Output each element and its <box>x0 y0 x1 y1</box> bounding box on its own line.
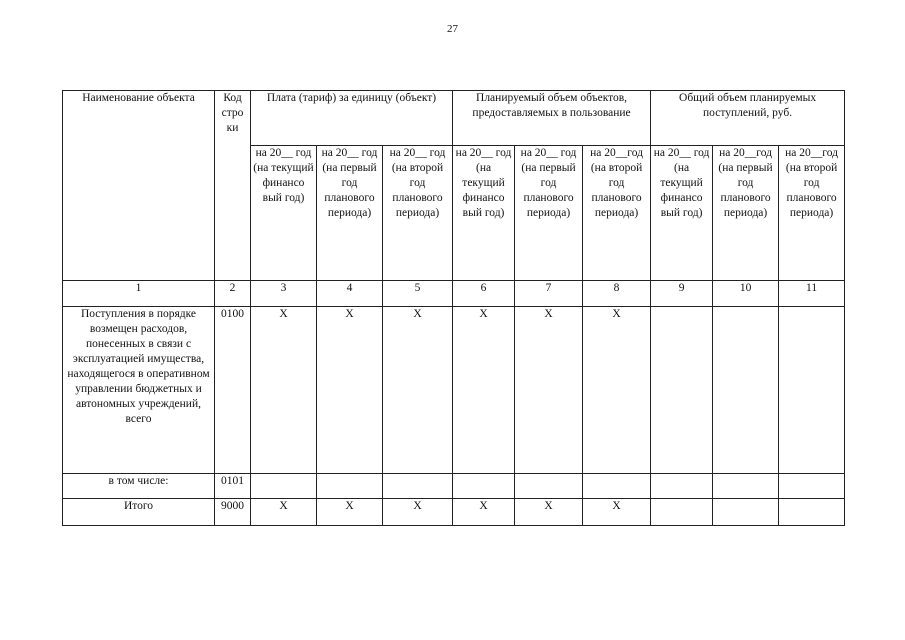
table-cell: X <box>317 499 383 526</box>
table-cell <box>713 499 779 526</box>
header-sub-10: на 20__год (на первый год планового периода) <box>713 146 779 281</box>
column-number: 11 <box>779 281 845 307</box>
table-cell: X <box>515 307 583 474</box>
header-group-revenue: Общий объем планируемых поступлений, руб. <box>651 91 845 146</box>
table-cell: X <box>583 307 651 474</box>
table-cell <box>515 474 583 499</box>
table-cell <box>251 474 317 499</box>
table-cell <box>651 307 713 474</box>
header-sub-6: на 20__ год (на текущий финансо вый год) <box>453 146 515 281</box>
income-form-table <box>62 90 845 526</box>
table-row <box>63 307 845 474</box>
table-cell <box>651 474 713 499</box>
row-name: Поступления в порядке возмещен расходов, понесенных в связи с эксплуатацией имущества, находящегося в оперативном управлении бюджетных и автономных учреждений, всего <box>63 307 215 474</box>
row-code: 9000 <box>215 499 251 526</box>
page-number: 27 <box>447 23 458 35</box>
table-cell <box>779 307 845 474</box>
column-number: 4 <box>317 281 383 307</box>
column-number: 5 <box>383 281 453 307</box>
table-cell <box>317 474 383 499</box>
table-cell <box>779 474 845 499</box>
header-name-column: Наименование объекта <box>63 91 215 281</box>
header-sub-7: на 20__ год (на первый год планового периода) <box>515 146 583 281</box>
column-number: 6 <box>453 281 515 307</box>
column-number-row <box>63 281 845 307</box>
header-sub-9: на 20__ год (на текущий финансо вый год) <box>651 146 713 281</box>
header-group-tariff: Плата (тариф) за единицу (объект) <box>251 91 453 146</box>
row-name: Итого <box>63 499 215 526</box>
table-row <box>63 474 845 499</box>
row-code: 0100 <box>215 307 251 474</box>
header-group-volume: Планируемый объем объектов, предоставляемых в пользование <box>453 91 651 146</box>
row-name: в том числе: <box>63 474 215 499</box>
table-cell: X <box>383 499 453 526</box>
table-cell <box>713 307 779 474</box>
table-cell: X <box>453 307 515 474</box>
table-cell: X <box>383 307 453 474</box>
header-sub-5: на 20__ год (на второй год планового периода) <box>383 146 453 281</box>
header-sub-11: на 20__год (на второй год планового периода) <box>779 146 845 281</box>
table-cell <box>453 474 515 499</box>
header-code-column: Код стро ки <box>215 91 251 281</box>
table-cell <box>583 474 651 499</box>
row-code: 0101 <box>215 474 251 499</box>
column-number: 2 <box>215 281 251 307</box>
table-cell: X <box>453 499 515 526</box>
column-number: 7 <box>515 281 583 307</box>
table-cell <box>713 474 779 499</box>
table-cell <box>651 499 713 526</box>
table-cell <box>383 474 453 499</box>
table-cell: X <box>515 499 583 526</box>
column-number: 9 <box>651 281 713 307</box>
table-cell: X <box>317 307 383 474</box>
column-number: 3 <box>251 281 317 307</box>
table-cell: X <box>251 307 317 474</box>
table-cell <box>779 499 845 526</box>
header-sub-4: на 20__ год (на первый год планового периода) <box>317 146 383 281</box>
table-cell: X <box>251 499 317 526</box>
table-cell: X <box>583 499 651 526</box>
column-number: 1 <box>63 281 215 307</box>
header-sub-3: на 20__ год (на текущий финансо вый год) <box>251 146 317 281</box>
header-sub-8: на 20__год (на второй год планового периода) <box>583 146 651 281</box>
column-number: 8 <box>583 281 651 307</box>
header-row-1 <box>63 91 845 146</box>
column-number: 10 <box>713 281 779 307</box>
table-row-total <box>63 499 845 526</box>
